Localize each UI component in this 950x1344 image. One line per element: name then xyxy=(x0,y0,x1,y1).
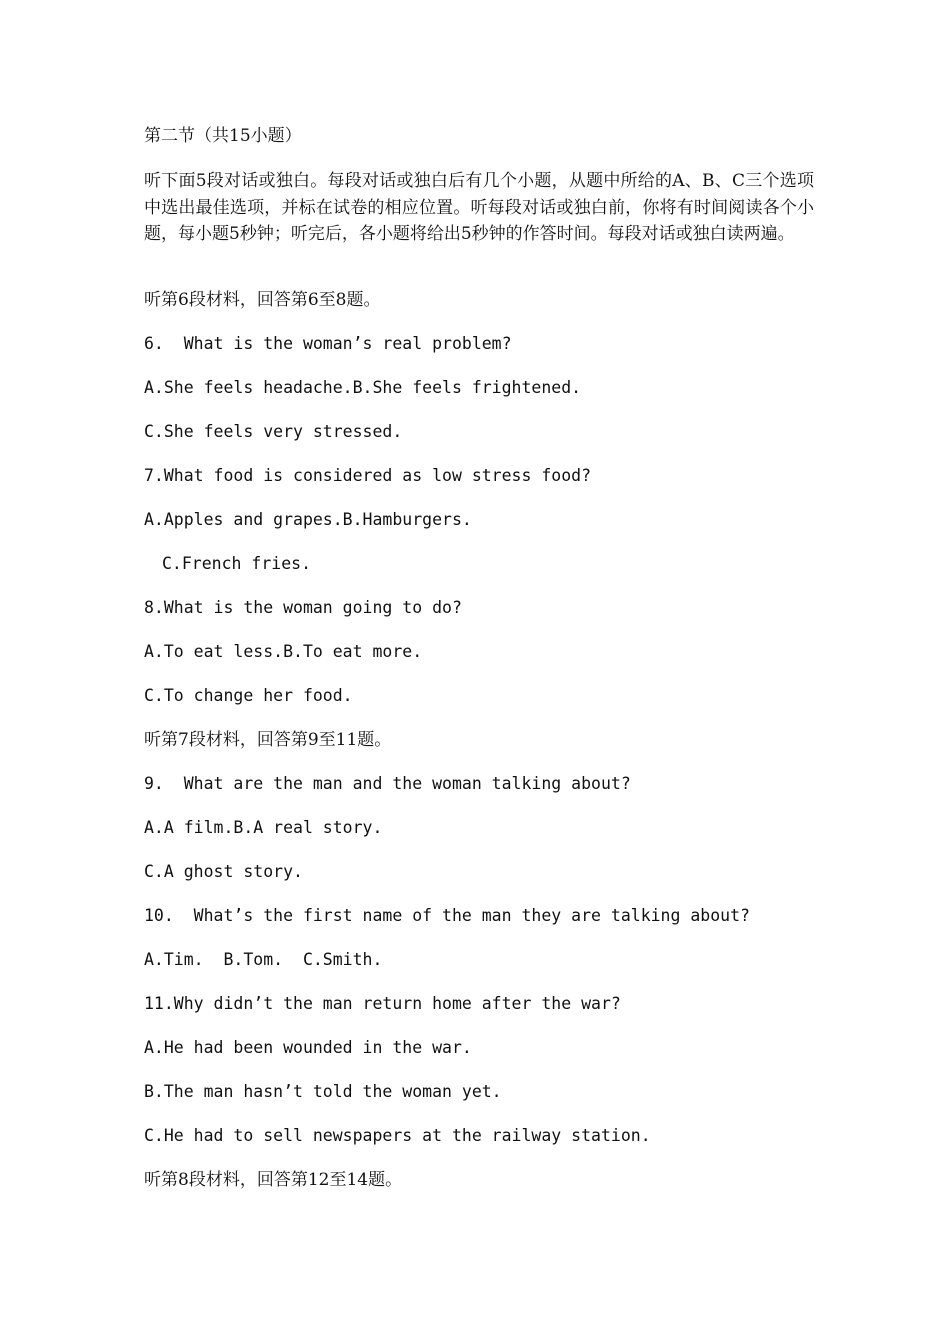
question-11-option-a: A.He had been wounded in the war. xyxy=(144,1038,472,1057)
question-8-options-ab: A.To eat less.B.To eat more. xyxy=(144,642,423,661)
question-10-options: A.Tim. B.Tom. C.Smith. xyxy=(144,950,383,969)
question-6: 6. What is the woman’s real problem? xyxy=(144,334,512,353)
question-9-options-ab: A.A film.B.A real story. xyxy=(144,818,383,837)
question-7-option-c: C.French fries. xyxy=(162,554,312,573)
part7-header: 听第7段材料，回答第9至11题。 xyxy=(144,730,392,750)
question-9: 9. What are the man and the woman talking about? xyxy=(144,774,631,793)
question-7-options-ab: A.Apples and grapes.B.Hamburgers. xyxy=(144,510,472,529)
question-6-options-ab: A.She feels headache.B.She feels frightened. xyxy=(144,378,582,397)
question-11: 11.Why didn’t the man return home after the war? xyxy=(144,994,621,1013)
question-6-option-c: C.She feels very stressed. xyxy=(144,422,403,441)
question-7: 7.What food is considered as low stress food? xyxy=(144,466,592,485)
question-9-option-c: C.A ghost story. xyxy=(144,862,303,881)
section-title: 第二节（共15小题） xyxy=(144,126,302,146)
instructions-paragraph: 听下面5段对话或独白。每段对话或独白后有几个小题，从题中所给的A、B、C三个选项中选出最佳选项，并标在试卷的相应位置。听每段对话或独白前，你将有时间阅读各个小题，每小题5秒钟；听完后，各小题将给出5秒钟的作答时间。每段对话或独白读两遍。 xyxy=(144,171,814,244)
part8-header: 听第8段材料，回答第12至14题。 xyxy=(144,1170,403,1190)
part6-header: 听第6段材料，回答第6至8题。 xyxy=(144,290,381,310)
question-8: 8.What is the woman going to do? xyxy=(144,598,462,617)
question-11-option-c: C.He had to sell newspapers at the railway station. xyxy=(144,1126,651,1145)
question-10: 10. What’s the first name of the man they are talking about? xyxy=(144,906,750,925)
question-8-option-c: C.To change her food. xyxy=(144,686,353,705)
question-11-option-b: B.The man hasn’t told the woman yet. xyxy=(144,1082,502,1101)
